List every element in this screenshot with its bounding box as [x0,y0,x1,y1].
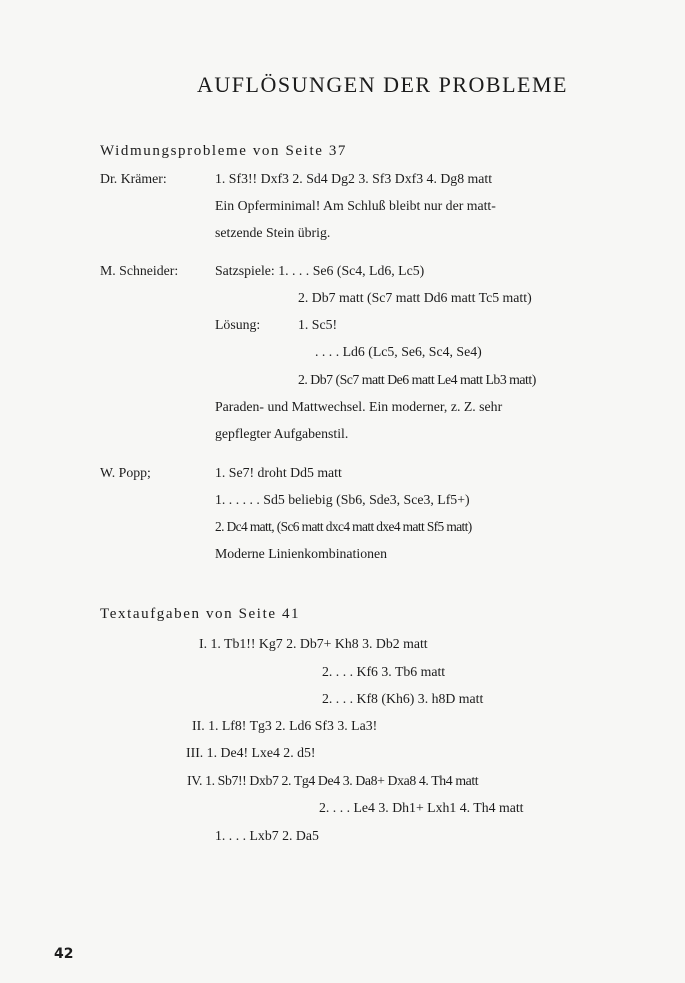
text-solution-line: II. 1. Lf8! Tg3 2. Ld6 Sf3 3. La3! [192,718,378,733]
solution-label: Lösung: [215,317,261,332]
text-solution-line: 2. . . . Le4 3. Dh1+ Lxh1 4. Th4 matt [319,800,524,815]
text-solution-line: I. 1. Tb1!! Kg7 2. Db7+ Kh8 3. Db2 matt [199,636,428,651]
solution-line: Ein Opferminimal! Am Schluß bleibt nur der matt- [215,198,496,213]
solution-line: 2. Db7 (Sc7 matt De6 matt Le4 matt Lb3 matt) [298,372,536,387]
solution-line: . . . . Ld6 (Lc5, Se6, Sc4, Se4) [315,344,482,359]
author-kraemer: Dr. Krämer: [100,171,167,186]
solution-line: 2. Db7 matt (Sc7 matt Dd6 matt Tc5 matt) [298,290,532,305]
solution-line: Satzspiele: 1. . . . Se6 (Sc4, Ld6, Lc5) [215,263,425,278]
solution-line: setzende Stein übrig. [215,225,331,240]
page-number: 42 [54,946,74,962]
author-popp: W. Popp; [100,465,151,480]
author-schneider: M. Schneider: [100,263,179,278]
section-heading-widmungsprobleme: Widmungsprobleme von Seite 37 [100,143,348,159]
solution-line: 1. Sc5! [298,317,338,332]
solution-line: 1. Sf3!! Dxf3 2. Sd4 Dg2 3. Sf3 Dxf3 4. Dg8 matt [215,171,493,186]
solution-line: 1. . . . . . Sd5 beliebig (Sb6, Sde3, Sce3, Lf5+) [215,492,470,507]
text-solution-line: 2. . . . Kf8 (Kh6) 3. h8D matt [322,691,484,706]
solution-line: Moderne Linienkombinationen [215,546,388,561]
solution-line: 1. Se7! droht Dd5 matt [215,465,342,480]
text-solution-line: III. 1. De4! Lxe4 2. d5! [186,745,316,760]
section-heading-textaufgaben: Textaufgaben von Seite 41 [100,606,301,622]
text-solution-line: 1. . . . Lxb7 2. Da5 [215,828,319,843]
solution-line: Paraden- und Mattwechsel. Ein moderner, z. Z. sehr [215,399,503,414]
text-solution-line: 2. . . . Kf6 3. Tb6 matt [322,664,446,679]
page-title: AUFLÖSUNGEN DER PROBLEME [197,72,568,97]
text-solution-line: IV. 1. Sb7!! Dxb7 2. Tg4 De4 3. Da8+ Dxa8 4. Th4 matt [187,773,479,788]
solution-line: 2. Dc4 matt, (Sc6 matt dxc4 matt dxe4 matt Sf5 matt) [215,519,472,534]
solution-line: gepflegter Aufgabenstil. [215,426,349,441]
